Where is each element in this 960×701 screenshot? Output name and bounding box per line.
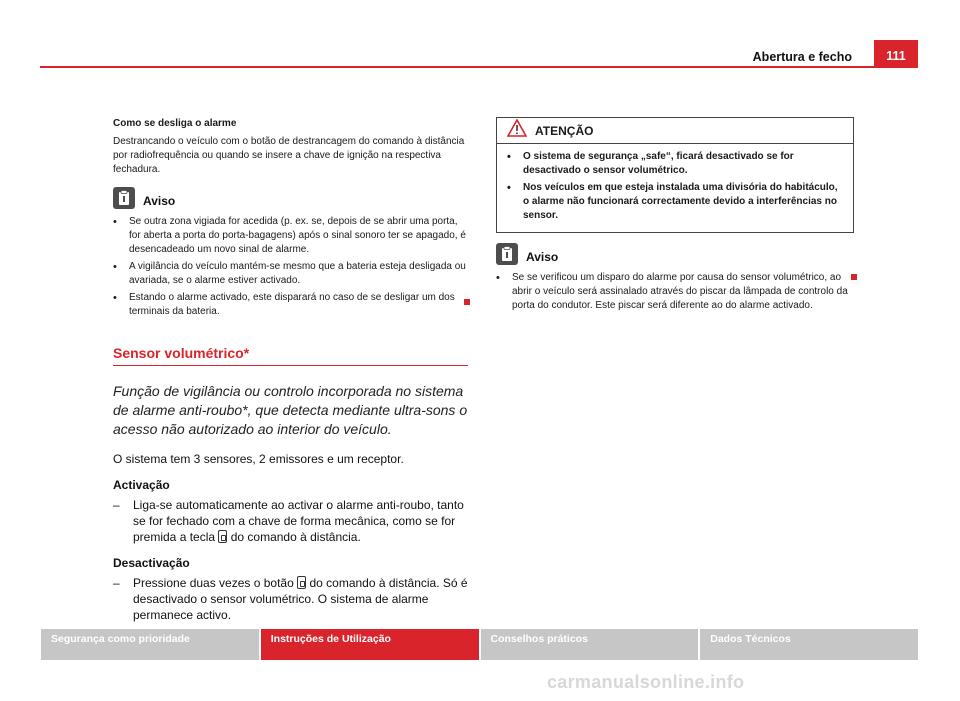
info-note-icon bbox=[496, 243, 518, 265]
notice-header bbox=[496, 243, 854, 265]
deactivation-item: – Pressione duas vezes o botão do comando à distância. Só é desactivado o sensor volumétrico. O sistema de alarme permanece activo. bbox=[113, 576, 468, 622]
watermark: carmanualsonline.info bbox=[547, 672, 745, 692]
lock-key-icon bbox=[297, 576, 306, 589]
notice-bullet: • A vigilância do veículo mantém-se mesmo que a bateria esteja desligada ou avariada, se o alarme estiver activado. bbox=[113, 261, 466, 286]
warning-bullet: • O sistema de segurança „safe“, ficará desactivado se for desactivado o sensor volumétrico. bbox=[507, 151, 794, 176]
disarm-heading: Como se desliga o alarme bbox=[113, 118, 237, 129]
footer-tab-instructions[interactable]: Instruções de Utilização bbox=[261, 629, 479, 660]
warning-bullet: • Nos veículos em que esteja instalada uma divisória do habitáculo, o alarme não funcionará correctamente devido a interferências no sensor. bbox=[507, 182, 838, 221]
activation-heading: Activação bbox=[113, 478, 170, 492]
notice-title: Aviso bbox=[143, 194, 176, 208]
disarm-text: Destrancando o veículo com o botão de destrancagem do comando à distância por radiofrequência ou quando se insere a chave de ignição na respectiva fechadura. bbox=[113, 136, 465, 175]
info-note-icon bbox=[113, 187, 135, 209]
section-title: Sensor volumétrico* bbox=[113, 345, 468, 366]
intro-text: O sistema tem 3 sensores, 2 emissores e um receptor. bbox=[113, 452, 404, 466]
left-column bbox=[113, 117, 468, 623]
footer-tab-tech-data[interactable]: Dados Técnicos bbox=[700, 629, 918, 660]
right-column bbox=[496, 117, 854, 316]
footer-tab-tips[interactable]: Conselhos práticos bbox=[481, 629, 699, 660]
notice-bullet: • Estando o alarme activado, este disparará no caso de se desligar um dos terminais da bateria. bbox=[113, 292, 455, 317]
end-mark bbox=[464, 299, 470, 305]
header-title: Abertura e fecho bbox=[752, 50, 852, 64]
warning-header bbox=[497, 118, 853, 144]
warning-box bbox=[496, 117, 854, 233]
activation-item: – Liga-se automaticamente ao activar o alarme anti-roubo, tanto se for fechado com a chave de forma mecânica, como se for premida a tecla do comando à distância. bbox=[113, 498, 464, 544]
notice-header bbox=[113, 187, 468, 209]
header-rule bbox=[40, 66, 918, 68]
warning-body bbox=[497, 144, 853, 232]
warning-title: ATENÇÃO bbox=[535, 123, 594, 138]
warning-triangle-icon bbox=[507, 119, 527, 142]
end-mark bbox=[851, 274, 857, 280]
deactivation-heading: Desactivação bbox=[113, 556, 190, 570]
notice-title: Aviso bbox=[526, 250, 559, 264]
footer-tab-safety[interactable]: Segurança como prioridade bbox=[41, 629, 259, 660]
section-lead: Função de vigilância ou controlo incorporada no sistema de alarme anti-roubo*, que detecta mediante ultra-sons o acesso não autorizado ao interior do veículo. bbox=[113, 383, 468, 437]
notice-bullet: • Se outra zona vigiada for acedida (p. ex. se, depois de se abrir uma porta, for aberta a porta do porta-bagagens) após o sinal sonoro ter se apagado, é desencadeado um novo sinal de alarme. bbox=[113, 216, 466, 255]
lock-key-icon bbox=[218, 530, 227, 543]
page-number: 111 bbox=[874, 40, 918, 67]
notice-bullet: • Se se verificou um disparo do alarme por causa do sensor volumétrico, ao abrir o veículo será assinalado através do piscar da lâmpada de controlo da porta do condutor. Este piscar será diferente ao do alarme activado. bbox=[496, 272, 848, 311]
footer-nav bbox=[41, 629, 918, 660]
